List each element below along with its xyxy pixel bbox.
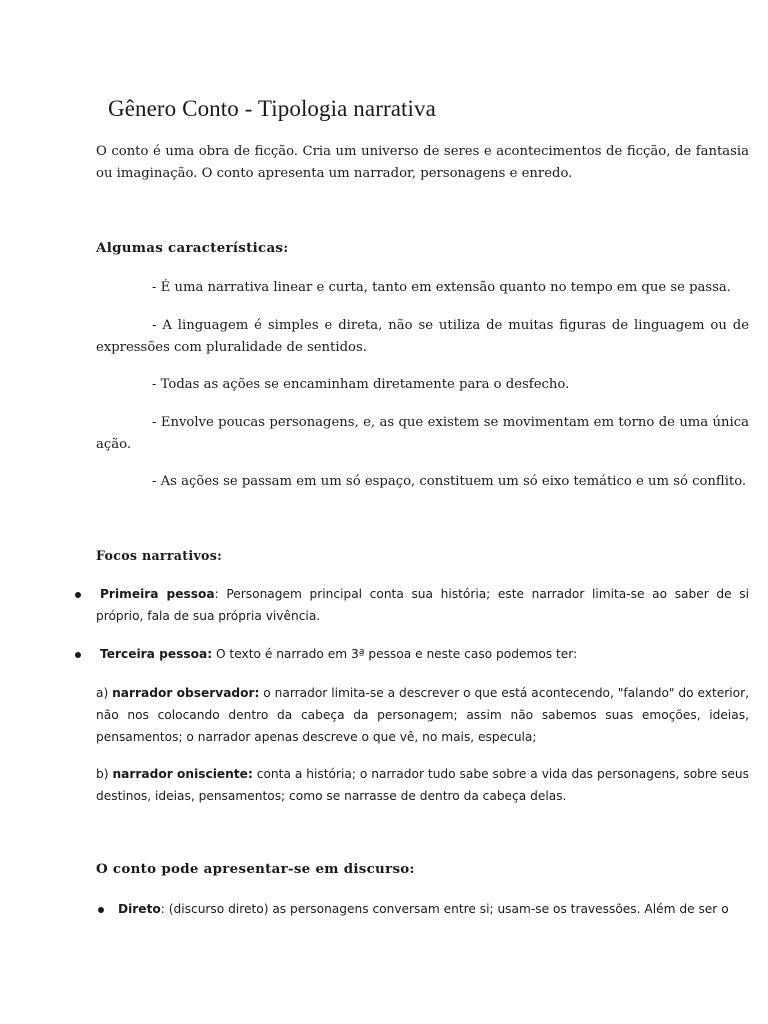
direto-label: Direto	[118, 902, 161, 916]
caracteristica-item: - É uma narrativa linear e curta, tanto em extensão quanto no tempo em que se passa.	[152, 280, 731, 295]
caracteristicas-heading: Algumas características:	[96, 240, 289, 256]
onisciente-text: conta a história; o narrador tudo sabe sobre a vida das personagens, sobre seus destinos, ideias, pensamentos; como se narrasse de dentro da cabeça delas.	[96, 767, 749, 803]
onisciente-label: narrador onisciente:	[112, 767, 253, 781]
bullet-icon	[75, 592, 81, 598]
primeira-pessoa-text: : Personagem principal conta sua história; este narrador limita-se ao saber de si próprio, fala de sua própria vivência.	[96, 587, 749, 623]
intro-paragraph: O conto é uma obra de ficção. Cria um universo de seres e acontecimentos de ficção, de fantasia ou imaginação. O conto apresenta um narrador, personagens e enredo.	[96, 144, 749, 181]
observador-prefix: a)	[96, 686, 113, 700]
terceira-pessoa-item	[96, 643, 749, 665]
observador-label: narrador observador:	[112, 686, 260, 700]
observador-text: o narrador limita-se a descrever o que está acontecendo, "falando" do exterior, não nos colocando dentro da cabeça da personagem; assim não sabemos suas emoções, ideias, pensamentos; o narrador apenas descreve o que vê, no mais, especula;	[96, 686, 749, 744]
caracteristica-item: - Todas as ações se encaminham diretamente para o desfecho.	[152, 377, 570, 392]
focos-heading: Focos narrativos:	[96, 548, 223, 563]
page-title: Gênero Conto - Tipologia narrativa	[108, 96, 436, 121]
terceira-pessoa-label: Terceira pessoa:	[100, 647, 213, 661]
direto-text: : (discurso direto) as personagens conversam entre si; usam-se os travessões. Além de ser o	[160, 902, 729, 916]
discurso-direto-item	[118, 898, 749, 920]
bullet-icon	[75, 652, 81, 658]
bullet-icon	[98, 907, 104, 913]
primeira-pessoa-item	[96, 583, 749, 627]
discurso-heading: O conto pode apresentar-se em discurso:	[96, 861, 415, 877]
caracteristica-item: - Envolve poucas personagens, e, as que existem se movimentam em torno de uma única ação.	[96, 415, 749, 452]
caracteristica-item: - As ações se passam em um só espaço, constituem um só eixo temático e um só conflito.	[152, 474, 747, 489]
narrador-observador-paragraph	[96, 682, 749, 748]
primeira-pessoa-label: Primeira pessoa	[100, 587, 215, 601]
narrador-onisciente-paragraph	[96, 763, 749, 807]
terceira-pessoa-text: O texto é narrado em 3ª pessoa e neste caso podemos ter:	[212, 647, 578, 661]
caracteristica-item: - A linguagem é simples e direta, não se utiliza de muitas figuras de linguagem ou de expressões com pluralidade de sentidos.	[96, 318, 749, 355]
onisciente-prefix: b)	[96, 767, 113, 781]
